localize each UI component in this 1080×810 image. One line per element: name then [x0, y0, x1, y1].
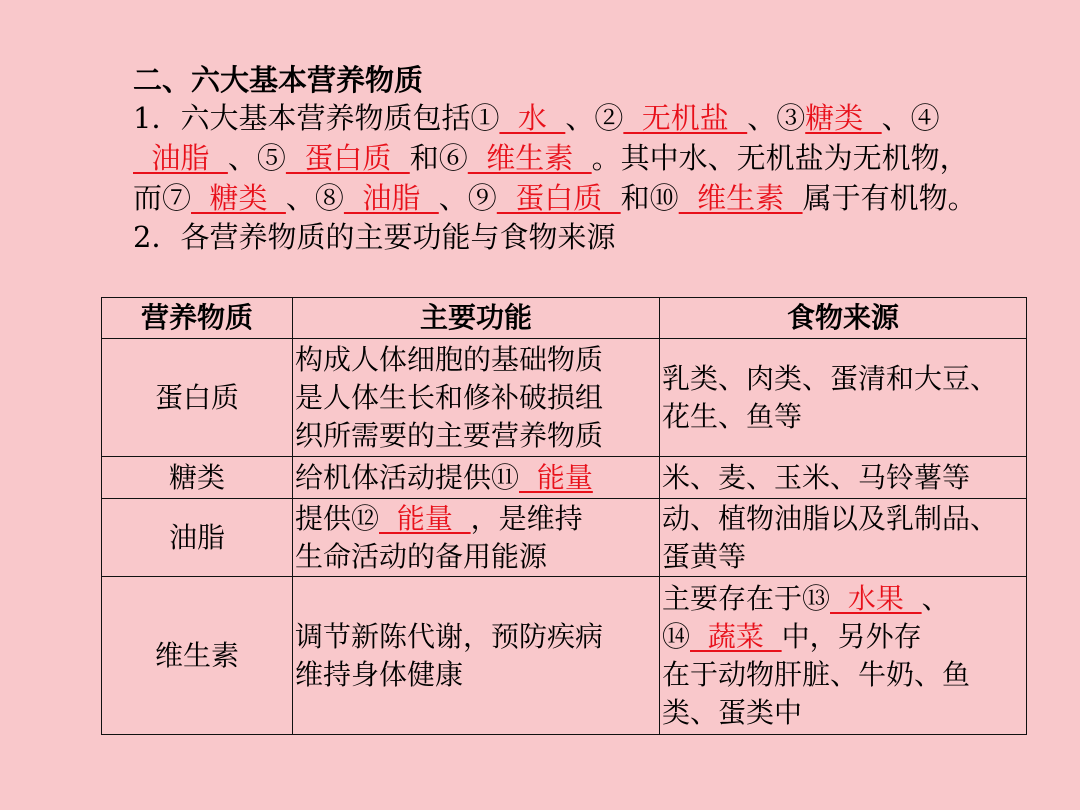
function-text: 给机体活动提供⑪: [295, 460, 520, 494]
function-cell: [293, 577, 660, 735]
source-text: 主要存在于⑬: [662, 581, 831, 615]
header-nutrient: 营养物质: [102, 298, 293, 339]
nutrient-name: 维生素: [102, 577, 293, 735]
answer-blank: 维生素: [467, 141, 592, 175]
answer-blank: 水果: [830, 581, 922, 615]
source-text: ⑭: [662, 619, 691, 653]
answer-blank: 无机盐: [623, 101, 748, 135]
paragraph-text: 、②: [565, 101, 624, 135]
source-cell: [660, 577, 1027, 735]
function-text: 提供⑫: [295, 501, 380, 535]
source-line: 米、麦、玉米、马铃薯等: [662, 460, 971, 494]
function-cell: [293, 499, 660, 577]
header-source: 食物来源: [660, 298, 1027, 339]
function-line: 生命活动的备用能源: [295, 539, 548, 573]
section-heading: 二、六大基本营养物质: [133, 63, 424, 97]
nutrient-name: 油脂: [102, 499, 293, 577]
source-line: 类、蛋类中: [662, 695, 803, 729]
paragraph-text: 。其中水、无机盐为无机物，而⑦: [133, 141, 969, 215]
table-row: [102, 457, 1027, 499]
source-cell: [660, 339, 1027, 457]
source-cell: [660, 457, 1027, 499]
table-row: [102, 577, 1027, 735]
answer-blank: 油脂: [343, 181, 439, 215]
paragraph-text: 、③: [747, 101, 806, 135]
paragraph-text: 和⑥: [409, 141, 468, 175]
paragraph-text: 、⑧: [285, 181, 344, 215]
function-cell: [293, 339, 660, 457]
nutrient-name: 蛋白质: [102, 339, 293, 457]
content-area: [133, 62, 1003, 256]
nutrient-table: [101, 297, 1027, 735]
section-subheading: 2．各营养物质的主要功能与食物来源: [133, 220, 616, 254]
answer-blank: 蛋白质: [496, 181, 621, 215]
source-cell: [660, 499, 1027, 577]
paragraph-text: 、⑤: [227, 141, 286, 175]
source-line: 花生、鱼等: [662, 399, 803, 433]
paragraph-text: 属于有机物。: [802, 181, 977, 215]
paragraph-text: 、④: [881, 101, 940, 135]
answer-blank: 能量: [379, 501, 471, 535]
function-cell: [293, 457, 660, 499]
answer-blank: 能量: [519, 460, 593, 494]
answer-blank: 油脂: [133, 141, 228, 175]
source-text: 、: [921, 581, 950, 615]
nutrient-name: 糖类: [102, 457, 293, 499]
answer-blank: 糖类: [805, 101, 882, 135]
function-line: 调节新陈代谢，预防疾病: [295, 619, 604, 653]
source-text: 中，另外存: [781, 619, 922, 653]
function-line: 维持身体健康: [295, 657, 464, 691]
table-row: [102, 339, 1027, 457]
function-text: ，是维持: [470, 501, 583, 535]
table-row: [102, 499, 1027, 577]
function-line: 构成人体细胞的基础物质: [295, 342, 604, 376]
source-line: 在于动物肝脏、牛奶、鱼: [662, 657, 971, 691]
header-function: 主要功能: [293, 298, 660, 339]
answer-blank: 蔬菜: [690, 619, 782, 653]
table-header-row: [102, 298, 1027, 339]
answer-blank: 水: [499, 101, 566, 135]
source-line: 动、植物油脂以及乳制品、: [662, 501, 999, 535]
answer-blank: 糖类: [191, 181, 286, 215]
source-line: 乳类、肉类、蛋清和大豆、: [662, 361, 999, 395]
intro-paragraph: [133, 98, 995, 218]
paragraph-text: 1．六大基本营养物质包括①: [133, 101, 500, 135]
paragraph-text: 和⑩: [620, 181, 679, 215]
function-line: 织所需要的主要营养物质: [295, 418, 604, 452]
function-line: 是人体生长和修补破损组: [295, 380, 604, 414]
answer-blank: 维生素: [678, 181, 803, 215]
paragraph-text: 、⑨: [438, 181, 497, 215]
answer-blank: 蛋白质: [285, 141, 410, 175]
source-line: 蛋黄等: [662, 539, 747, 573]
